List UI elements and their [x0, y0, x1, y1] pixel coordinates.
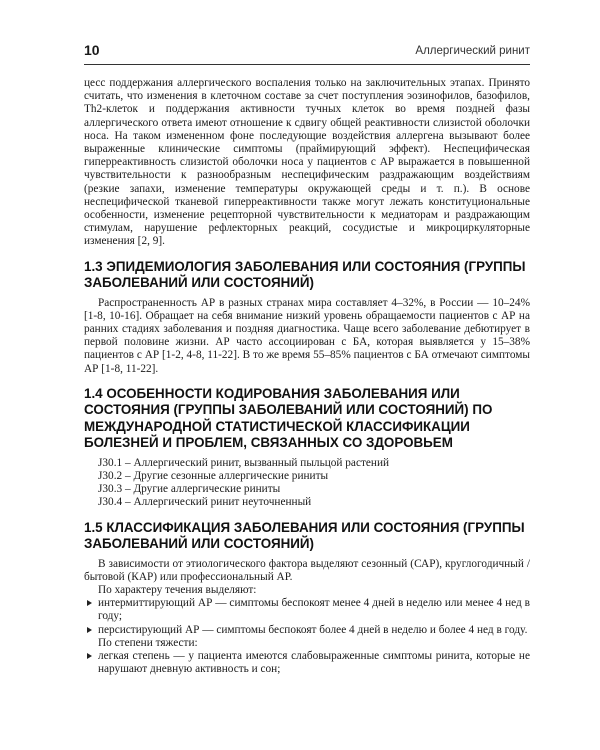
page-number: 10 [84, 42, 100, 58]
book-page [84, 42, 530, 677]
list-item-text: персистирующий АР — симптомы беспокоят более 4 дней в неделю и более 4 нед в году. [98, 623, 528, 636]
page-header [84, 42, 530, 65]
intro-paragraph: цесс поддержания аллергического воспаления только на заключительных этапах. Принято считать, что изменения в клеточном составе за счет поступления эозинофилов, базофилов, Th2-клеток и поддержания активности тучных клеток во время поздней фазы аллергического ответа имеют отношение к сдвигу общей реактивности слизистой оболочки носа. На таком измененном фоне последующие воздействия аллергена вызывают более выраженные клинические симптомы (праймирующий эффект). Неспецифическая гиперреактивность слизистой оболочки носа у пациентов с АР выражается в повышенной чувствительности к разнообразным неспецифическим раздражающим воздействиям (резкие запахи, изменение температуры окружающей среды и т. п.). В основе неспецифической тканевой гиперреактивности также могут лежать конституциональные особенности, изменение рецепторной чувствительности к медиаторам и раздражающим стимулам, нарушение рефлекторных реакций, сосудистые и микроциркуляторные изменения [2, 9]. [84, 77, 530, 248]
icd-code-item: J30.2 – Другие сезонные аллергические риниты [98, 470, 329, 483]
icd-code-item: J30.4 – Аллергический ринит неуточненный [98, 496, 312, 509]
running-title: Аллергический ринит [415, 45, 530, 57]
section-1-5-paragraph: В зависимости от этиологического фактора выделяют сезонный (САР), круглогодичный / бытовой (КАР) или профессиональный АР. [84, 557, 530, 583]
section-1-5-heading: 1.5 КЛАССИФИКАЦИЯ ЗАБОЛЕВАНИЯ ИЛИ СОСТОЯНИЯ (ГРУППЫ ЗАБОЛЕВАНИЙ ИЛИ СОСТОЯНИЙ) [84, 519, 525, 552]
list-item [84, 624, 530, 637]
icd-code-item: J30.3 – Другие аллергические риниты [98, 483, 281, 496]
section-1-4-heading: 1.4 ОСОБЕННОСТИ КОДИРОВАНИЯ ЗАБОЛЕВАНИЯ ИЛИ СОСТОЯНИЯ (ГРУППЫ ЗАБОЛЕВАНИЙ ИЛИ СОСТОЯНИЙ) ПО МЕЖДУНАРОДНОЙ СТАТИСТИЧЕСКОЙ КЛАССИФИКАЦИИ БОЛЕЗНЕЙ И ПРОБЛЕМ, СВЯЗАННЫХ СО ЗДОРОВЬЕМ [84, 385, 493, 451]
section-1-3-paragraph: Распространенность АР в разных странах мира составляет 4–32%, в России — 10–24% [1-8, 10-16]. Обращает на себя внимание низкий уровень обращаемости пациентов с АР на ранних стадиях заболевания и поздняя диагностика. Чаще всего заболевание дебютирует в первой половине жизни. АР часто ассоциирован с БА, которая выявляется у 15–38% пациентов с АР [1-2, 4-8, 11-22]. В то же время 55–85% пациентов с БА отмечают симптомы АР [1-8, 11-22]. [84, 296, 530, 375]
severity-list [84, 650, 530, 676]
bullet-arrow-icon [87, 600, 92, 606]
bullet-arrow-icon [87, 653, 92, 659]
icd-code-list [84, 457, 530, 510]
bullet-arrow-icon [87, 627, 92, 633]
list-item [84, 650, 530, 676]
list-item-text: интермиттирующий АР — симптомы беспокоят менее 4 дней в неделю или менее 4 нед в году; [98, 597, 530, 623]
page-content [84, 77, 530, 677]
list-item-text: легкая степень — у пациента имеются слабовыраженные симптомы ринита, которые не нарушают дневную активность и сон; [98, 650, 530, 676]
icd-code-item: J30.1 – Аллергический ринит, вызванный пыльцой растений [98, 456, 390, 469]
course-list [84, 597, 530, 637]
list-item [84, 597, 530, 623]
course-label: По характеру течения выделяют: [98, 584, 257, 597]
severity-label: По степени тяжести: [98, 636, 198, 649]
section-1-3-heading: 1.3 ЭПИДЕМИОЛОГИЯ ЗАБОЛЕВАНИЯ ИЛИ СОСТОЯНИЯ (ГРУППЫ ЗАБОЛЕВАНИЙ ИЛИ СОСТОЯНИЙ) [84, 258, 526, 291]
